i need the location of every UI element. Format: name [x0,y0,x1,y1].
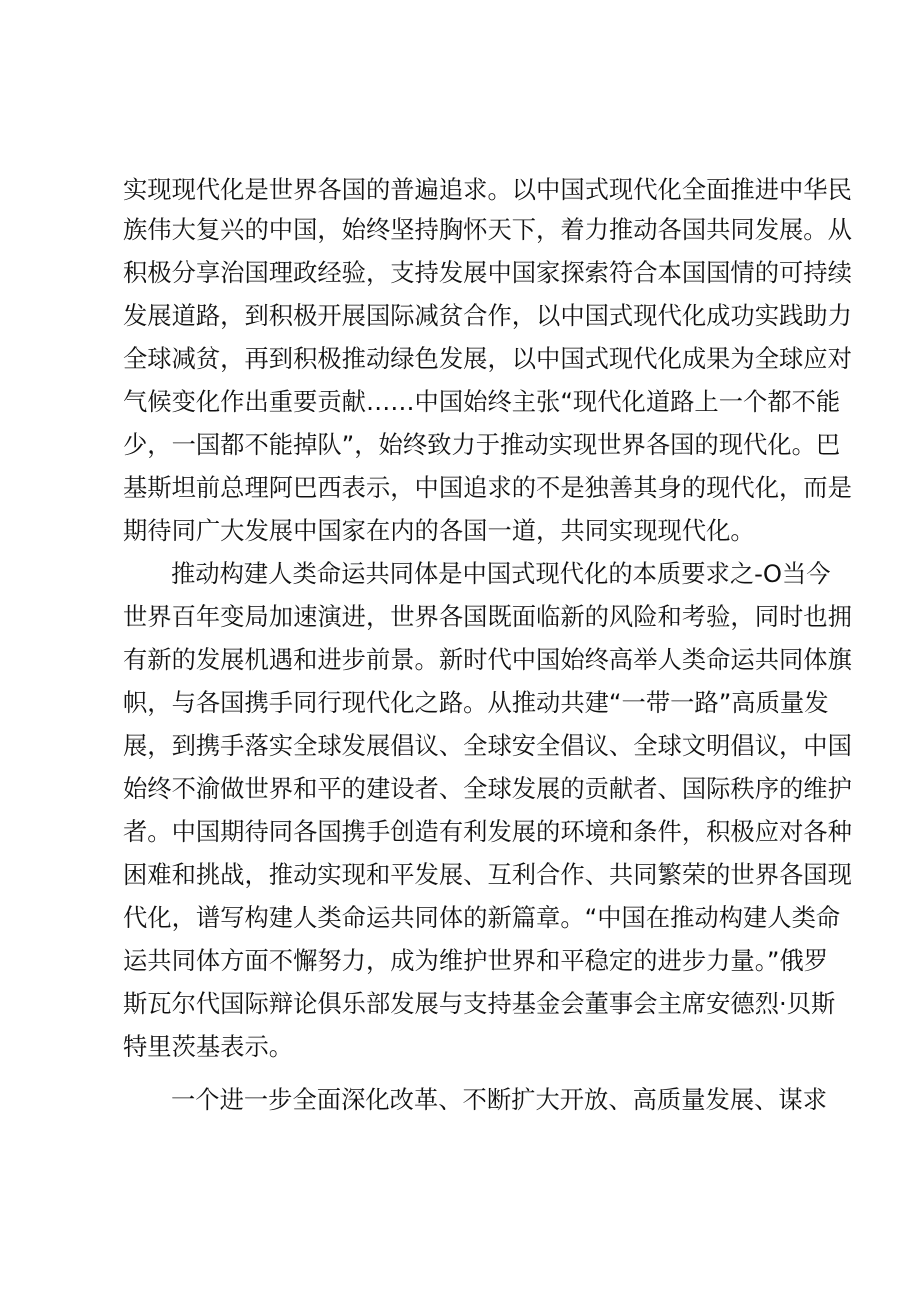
paragraph-1-line-1: 实现现代化是世界各国的普遍追求。以中国式现代化全面推进中华民 [123,175,852,204]
paragraph-1-line-4: 发展道路，到积极开展国际减贫合作，以中国式现代化成功实践助力 [123,301,852,330]
paragraph-2-line-2: 世界百年变局加速演进，世界各国既面临新的风险和考验，同时也拥 [123,602,852,631]
paragraph-1-line-6: 气候变化作出重要贡献……中国始终主张“现代化道路上一个都不能 [123,387,841,416]
paragraph-1-line-8: 基斯坦前总理阿巴西表示，中国追求的不是独善其身的现代化，而是 [123,473,852,502]
paragraph-2-line-9: 代化，谱写构建人类命运共同体的新篇章。“中国在推动构建人类命 [123,903,841,932]
paragraph-2-line-4: 帜，与各国携手同行现代化之路。从推动共建“一带一路”高质量发 [123,688,829,717]
paragraph-2-line-5: 展，到携手落实全球发展倡议、全球安全倡议、全球文明倡议，中国 [123,731,852,760]
paragraph-1-line-3: 积极分享治国理政经验，支持发展中国家探索符合本国国情的可持续 [123,258,852,287]
paragraph-1-line-5: 全球减贫，再到积极推动绿色发展，以中国式现代化成果为全球应对 [123,344,852,373]
paragraph-3-line-1: 一个进一步全面深化改革、不断扩大开放、高质量发展、谋求 [171,1085,828,1114]
paragraph-2-line-8: 困难和挑战，推动实现和平发展、互利合作、共同繁荣的世界各国现 [123,860,852,889]
paragraph-2-line-11: 斯瓦尔代国际辩论俱乐部发展与支持基金会董事会主席安德烈·贝斯 [123,989,836,1018]
paragraph-2-line-1: 推动构建人类命运共同体是中国式现代化的本质要求之-O当今 [171,559,831,588]
paragraph-2-line-7: 者。中国期待同各国携手创造有利发展的环境和条件，积极应对各种 [123,817,852,846]
paragraph-1-line-9: 期待同广大发展中国家在内的各国一道，共同实现现代化。 [123,516,755,545]
paragraph-2-line-12: 特里茨基表示。 [123,1032,294,1061]
paragraph-1-line-7: 少，一国都不能掉队”，始终致力于推动实现世界各国的现代化。巴 [123,430,841,459]
paragraph-2-line-10: 运共同体方面不懈努力，成为维护世界和平稳定的进步力量。”俄罗 [123,946,829,975]
paragraph-2-line-3: 有新的发展机遇和进步前景。新时代中国始终高举人类命运共同体旗 [123,645,852,674]
paragraph-2-line-6: 始终不渝做世界和平的建设者、全球发展的贡献者、国际秩序的维护 [123,774,852,803]
paragraph-1-line-2: 族伟大复兴的中国，始终坚持胸怀天下，着力推动各国共同发展。从 [123,215,852,244]
